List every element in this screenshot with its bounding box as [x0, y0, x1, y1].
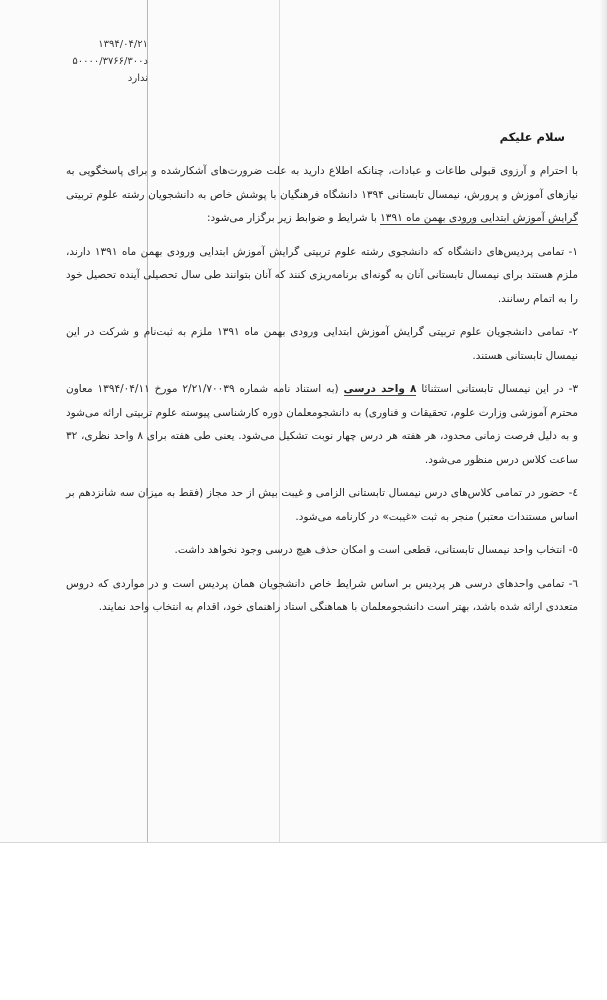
page-edge-shadow — [599, 0, 607, 842]
intro-text-end: با شرایط و ضوابط زیر برگزار می‌شود: — [206, 212, 381, 224]
rule-item-4: ٤- حضور در تمامی کلاس‌های درس نیمسال تابستانی الزامی و غیبت بیش از حد مجاز (فقط به میزان سه شانزدهم بر اساس مستندات معتبر) منجر به ثبت «غیبت» در کارنامه می‌شود. — [66, 487, 578, 523]
rule-item-5: ٥- انتخاب واحد نیمسال تابستانی، قطعی است و امکان حذف هیچ درسی وجود نخواهد داشت. — [174, 544, 578, 556]
intro-underlined-text: گرایش آموزش ابتدایی ورودی بهمن ماه ۱۳۹۱ — [380, 212, 578, 224]
rule-item-1: ۱- تمامی پردیس‌های دانشگاه که دانشجوی رشته علوم تربیتی گرایش آموزش ابتدایی ورودی بهمن ماه ۱۳۹۱ دارند، ملزم هستند برای نیمسال تابستانی آنان به گونه‌ای برنامه‌ریزی کنند که آنان بتوانند طی سال تحصیلی آینده تحصیل خود را به اتمام رسانند. — [66, 245, 578, 305]
rule-item-2: ۲- تمامی دانشجویان علوم تربیتی گرایش آموزش ابتدایی ورودی بهمن ماه ۱۳۹۱ ملزم به ثبت‌نام و شرکت در این نیمسال تابستانی هستند. — [66, 326, 578, 362]
rule-item-3-end: (به استناد نامه شماره ۲/۲۱/۷۰۰۳۹ مورخ ۱۳۹۴/۰۴/۱۱ معاون محترم آموزشی وزارت علوم، تحقیقات و فناوری) به دانشجومعلمان دوره کارشناسی پیوسته علوم تربیتی ارائه می‌شود و به دلیل فرصت زمانی محدود، هر هفته هر درس چهار نوبت تشکیل می‌شود. یعنی طی هفته برای ۸ واحد نظری، ۳۲ ساعت کلاس درس منظور می‌شود. — [66, 383, 578, 466]
letter-body — [66, 160, 578, 630]
rule-item-3-start: ۳- در این نیمسال تابستانی استثنائا — [416, 383, 579, 395]
intro-text-start: با احترام و آرزوی قبولی طاعات و عبادات، چنانکه اطلاع دارید به علت ضرورت‌های آشکارشده و برای پاسخگویی به نیازهای آموزش و پرورش، نیمسال تابستانی ۱۳۹۴ دانشگاه فرهنگیان با پوشش خاص به دانشجویان رشته علوم تربیتی — [66, 165, 579, 201]
letter-attachment: ندارد — [127, 73, 148, 84]
letter-date: ۱۳۹۴/۰۴/۲۱ — [98, 39, 148, 50]
letter-number: ۵۰۰۰۰/۳۷۶۶/۳۰۰د — [72, 56, 148, 67]
rule-item-3 — [66, 378, 578, 472]
letter-meta — [60, 36, 148, 87]
rule-item-3-bold: ۸ واحد درسی — [343, 383, 417, 395]
intro-paragraph — [66, 160, 578, 231]
greeting: سلام علیکم — [499, 130, 565, 144]
rule-item-6: ٦- تمامی واحدهای درسی هر پردیس بر اساس شرایط خاص دانشجویان همان پردیس است و در مواردی که دروس متعددی ارائه شده باشد، بهتر است دانشجومعلمان با هماهنگی استاد راهنمای خود، اقدام به انتخاب واحد نمایند. — [66, 577, 578, 613]
